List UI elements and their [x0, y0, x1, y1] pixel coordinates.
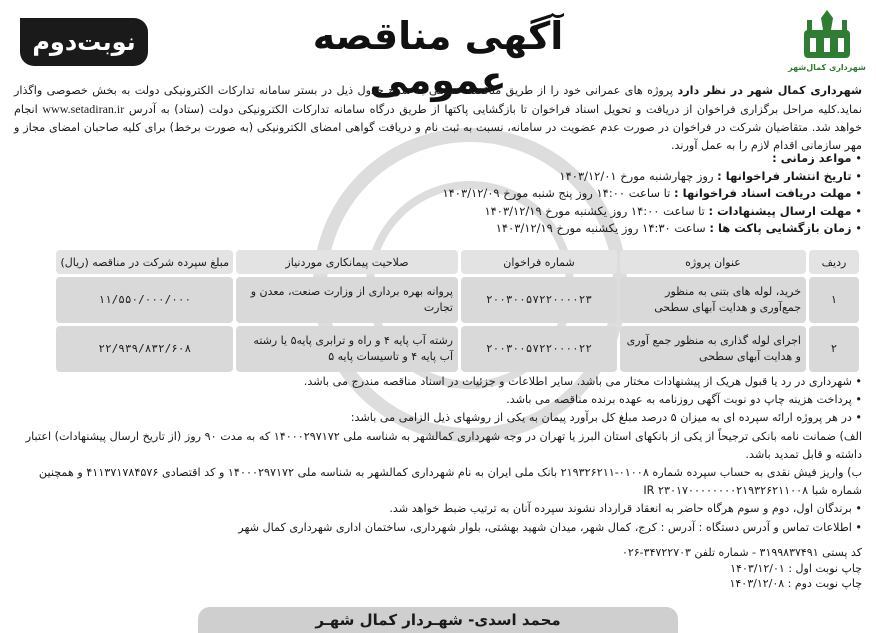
note-winners-forfeit: • برندگان اول، دوم و سوم هرگاه حاضر به انعقاد قرارداد نشوند سپرده آنان به ترتیب ضبط خواهد شد.: [389, 502, 862, 516]
schedule-section: [300, 150, 862, 238]
table-row: [56, 326, 859, 372]
first-print-date: چاپ نوبت اول : ۱۴۰۳/۱۲/۰۱: [730, 561, 862, 575]
conditions-section: [14, 373, 862, 537]
second-round-badge: نوبت‌دوم: [20, 18, 148, 66]
second-print-date: چاپ نوبت دوم : ۱۴۰۳/۱۲/۰۸: [729, 577, 862, 591]
table-header-row: [56, 250, 859, 274]
table-row: [56, 277, 859, 323]
intro-paragraph: [14, 82, 862, 155]
note-deposit-requirement: • در هر پروژه ارائه سپرده ای به میزان ۵ درصد مبلغ کل برآورد پیمان به یکی از روشهای ذیل الزامی می باشد:: [350, 411, 862, 425]
row-number: ۲: [809, 326, 859, 372]
note-bank-guarantee: الف) ضمانت نامه بانکی ترجیحاً از یکی از بانکهای استان البرز یا تهران در وجه شهرداری کمالشهر به شناسه ملی ۱۴۰۰۰۲۹۷۱۷۲ که به مدت ۹۰ روز (از تاریخ ارسال پیشنهادات) اعتبار داشته و قابل تمدید باشد.: [25, 429, 862, 461]
note-ad-cost: • پرداخت هزینه چاپ دو نوبت آگهی روزنامه به عهده برنده مناقصه می باشد.: [506, 393, 862, 407]
schedule-publish: • تاریخ انتشار فراخوانها : روز چهارشنبه مورخ ۱۴۰۳/۱۲/۰۱: [559, 168, 862, 183]
deposit-amount: ۲۲/۹۳۹/۸۳۲/۶۰۸: [56, 326, 233, 372]
projects-table: [53, 247, 862, 375]
schedule-heading: • مواعد زمانی :: [772, 151, 862, 165]
contact-and-print-info: [622, 545, 862, 592]
note-cash-deposit: ب) واریز فیش نقدی به حساب سپرده شماره ۰۱۰۰۸-۲۱۹۳۲۶۲۱۱ بانک ملی ایران به نام شهرداری کمالشهر به شناسه ملی ۱۴۰۰۰۲۹۷۱۷۲ و کد اقتصادی ۴۱۱۳۷۱۷۸۴۵۷۶ و همچنین شماره شبا IR ۲۳۰۱۷۰۰۰۰۰۰۰۰۲۱۹۳۲۶۲۱۱۰۰۸: [38, 466, 862, 498]
logo-caption: شهرداری کمال‌شهر: [788, 63, 866, 72]
schedule-submission: • مهلت ارسال پیشنهادات : تا ساعت ۱۴:۰۰ روز یکشنبه مورخ ۱۴۰۳/۱۲/۱۹: [484, 203, 862, 218]
municipality-logo: [788, 8, 866, 78]
note-rejection-right: • شهرداری در رد یا قبول هریک از پیشنهادات مختار می باشد. سایر اطلاعات و جزئیات در اسناد مناقصه مندرج می باشد.: [303, 375, 862, 388]
col-deposit-amount: مبلغ سپرده شرکت در مناقصه (ریال): [56, 250, 233, 274]
mosque-emblem-icon: [798, 8, 856, 62]
deposit-amount: ۱۱/۵۵۰/۰۰۰/۰۰۰: [56, 277, 233, 323]
qualification: پروانه بهره برداری از وزارت صنعت، معدن و تجارت: [236, 277, 458, 323]
project-title: خرید، لوله های بتنی به منظور جمع‌آوری و هدایت آبهای سطحی: [620, 277, 806, 323]
intro-text-1: پروژه های عمرانی خود را از طریق مناقصه عمومی به شرح جدول ذیل در بستر سامانه تدارکات الکترونیکی دولت به بخش خصوصی واگذار نماید.کلیه مراحل برگزاری فراخوان از دریافت و تحویل اسناد فراخوان تا بازگشایی پاکتها از طریق درگاه سامانه تدارکات الکترونیکی دولت (ستاد) به آدرس: [14, 84, 862, 116]
intro-lead: شهرداری کمال شهر در نظر دارد: [677, 84, 862, 97]
call-number: ۲۰۰۳۰۰۵۷۲۲۰۰۰۰۲۳: [461, 277, 617, 323]
notice-title: آگهی مناقصه عمومی: [312, 14, 564, 102]
schedule-opening: • زمان بازگشایی پاکت ها : ساعت ۱۴:۳۰ روز یکشنبه مورخ ۱۴۰۳/۱۲/۱۹: [495, 221, 862, 235]
mayor-signature: محمد اسدی- شهـردار کمال شهـر: [198, 607, 678, 633]
call-number: ۲۰۰۳۰۰۵۷۲۲۰۰۰۰۲۲: [461, 326, 617, 372]
intro-text-2: انجام خواهد شد. متقاضیان شرکت در فراخوان در صورت عدم عضویت در سامانه، نسبت به ثبت نام و دریافت گواهی امضای الکترونیکی (به صورت برخط) برای کلیه صاحبان امضای مجاز و مهر سازمانی اقدام لازم را به عمل آورند.: [14, 103, 862, 152]
col-qualification: صلاحیت پیمانکاری موردنیاز: [236, 250, 458, 274]
row-number: ۱: [809, 277, 859, 323]
project-title: اجرای لوله گذاری به منظور جمع آوری و هدایت آبهای سطحی: [620, 326, 806, 372]
col-project-title: عنوان پروژه: [620, 250, 806, 274]
col-call-number: شماره فراخوان: [461, 250, 617, 274]
note-contact-address: • اطلاعات تماس و آدرس دستگاه : آدرس : کرج، کمال شهر، میدان شهید بهشتی، بلوار شهرداری، ساختمان اداری شهرداری کمال شهر: [238, 520, 862, 534]
postal-and-phone: کد پستی ۳۱۹۹۸۳۷۴۹۱ - شماره تلفن ۳۴۷۲۲۷۰۳-۰۲۶: [621, 546, 862, 559]
setad-url-link[interactable]: www.setadiran.ir: [42, 102, 125, 116]
schedule-documents: • مهلت دریافت اسناد فراخوانها : تا ساعت ۱۴:۰۰ روز پنج شنبه مورخ ۱۴۰۳/۱۲/۰۹: [442, 186, 862, 200]
col-row-number: ردیف: [809, 250, 859, 274]
qualification: رشته آب پایه ۴ و راه و ترابری پایه۵ یا رشته آب پایه ۴ و تاسیسات پایه ۵: [236, 326, 458, 372]
